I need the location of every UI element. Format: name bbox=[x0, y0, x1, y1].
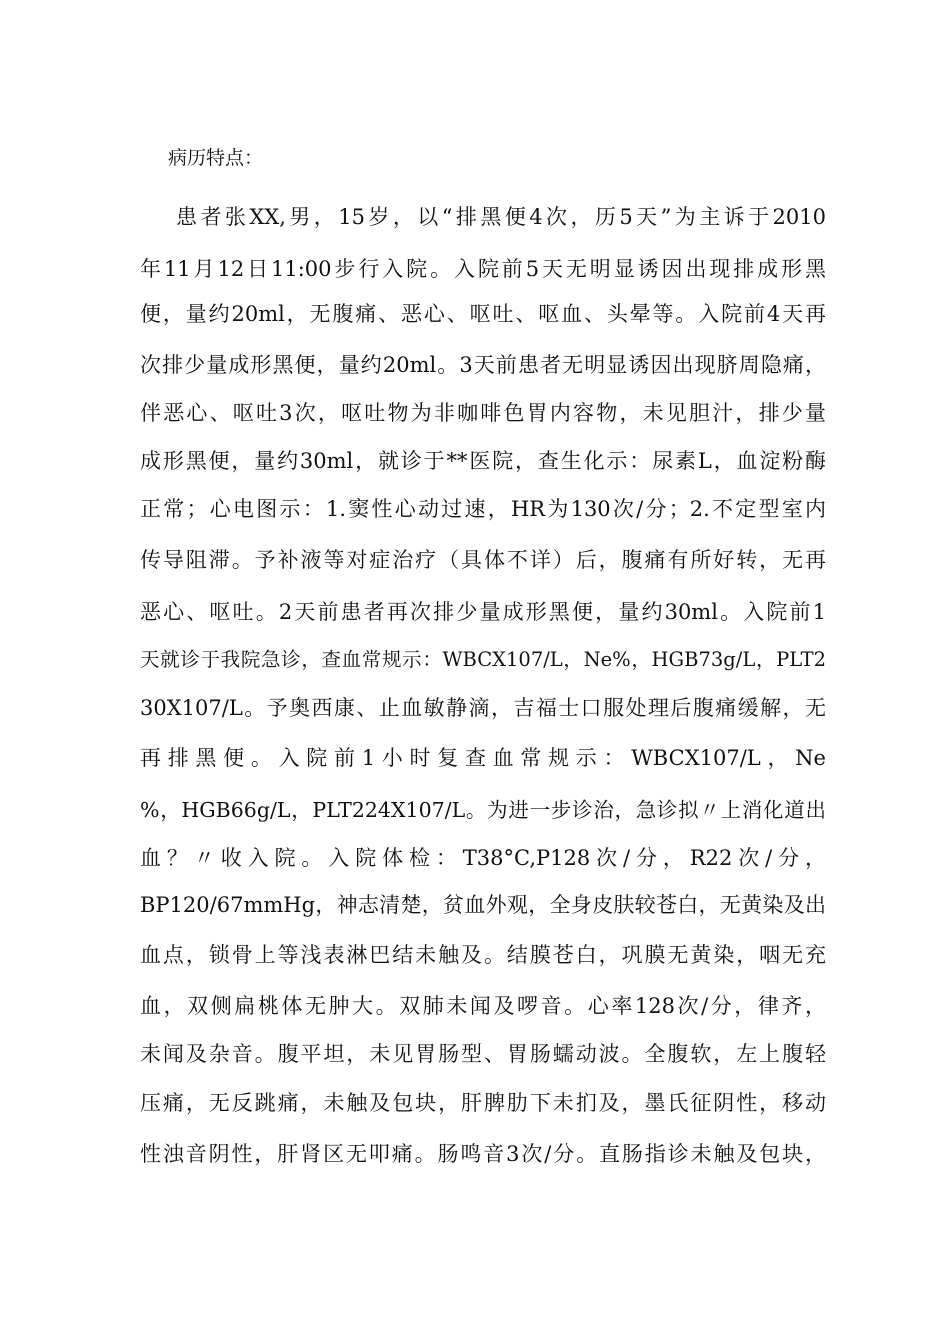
paragraph-line: 传导阻滞。予补液等对症治疗（具体不详）后，腹痛有所好转，无再 bbox=[140, 548, 826, 572]
paragraph-line: 30X107/L。予奥西康、止血敏静滴，吉福士口服处理后腹痛缓解，无 bbox=[140, 696, 826, 720]
paragraph-line: BP120/67mmHg，神志清楚，贫血外观，全身皮肤较苍白，无黄染及出 bbox=[140, 893, 826, 917]
paragraph-line: 血，双侧扁桃体无肿大。双肺未闻及啰音。心率128次/分，律齐， bbox=[140, 994, 826, 1018]
paragraph-line: 未闻及杂音。腹平坦，未见胃肠型、胃肠蠕动波。全腹软，左上腹轻 bbox=[140, 1042, 826, 1066]
paragraph-line: 正常；心电图示：1.窦性心动过速，HR为130次/分；2.不定型室内 bbox=[140, 497, 826, 521]
paragraph-line: 性浊音阴性，肝肾区无叩痛。肠鸣音3次/分。直肠指诊未触及包块， bbox=[140, 1142, 826, 1166]
paragraph-line: 压痛，无反跳痛，未触及包块，肝脾肋下未扪及，墨氏征阴性，移动 bbox=[140, 1091, 826, 1115]
paragraph-line: 天就诊于我院急诊，查血常规示：WBCX107/L，Ne%，HGB73g/L，PLT2 bbox=[140, 648, 826, 671]
paragraph-line: 伴恶心、呕吐3次，呕吐物为非咖啡色胃内容物，未见胆汁，排少量 bbox=[140, 401, 826, 425]
paragraph-line: 次排少量成形黑便，量约20ml。3天前患者无明显诱因出现脐周隐痛， bbox=[140, 353, 826, 377]
section-heading: 病历特点： bbox=[168, 147, 264, 169]
paragraph-line: 血？〃收入院。入院体检：T38°C,P128次/分，R22次/分， bbox=[140, 846, 826, 870]
paragraph-line: 便，量约20ml，无腹痛、恶心、呕吐、呕血、头晕等。入院前4天再 bbox=[140, 302, 826, 326]
paragraph-line: 年11月12日11:00步行入院。入院前5天无明显诱因出现排成形黑 bbox=[140, 257, 826, 281]
paragraph-line: 再排黑便。入院前1小时复查血常规示：WBCX107/L，Ne bbox=[140, 746, 826, 770]
paragraph-line: 恶心、呕吐。2天前患者再次排少量成形黑便，量约30ml。入院前1 bbox=[140, 600, 826, 624]
paragraph-line: 血点，锁骨上等浅表淋巴结未触及。结膜苍白，巩膜无黄染，咽无充 bbox=[140, 943, 826, 967]
paragraph-line: 患者张XX,男，15岁，以“排黑便4次，历5天”为主诉于2010 bbox=[176, 205, 826, 229]
paragraph-line: %，HGB66g/L，PLT224X107/L。为进一步诊治，急诊拟〃上消化道出 bbox=[140, 798, 826, 822]
paragraph-line: 成形黑便，量约30ml，就诊于**医院，查生化示：尿素L，血淀粉酶 bbox=[140, 449, 826, 473]
